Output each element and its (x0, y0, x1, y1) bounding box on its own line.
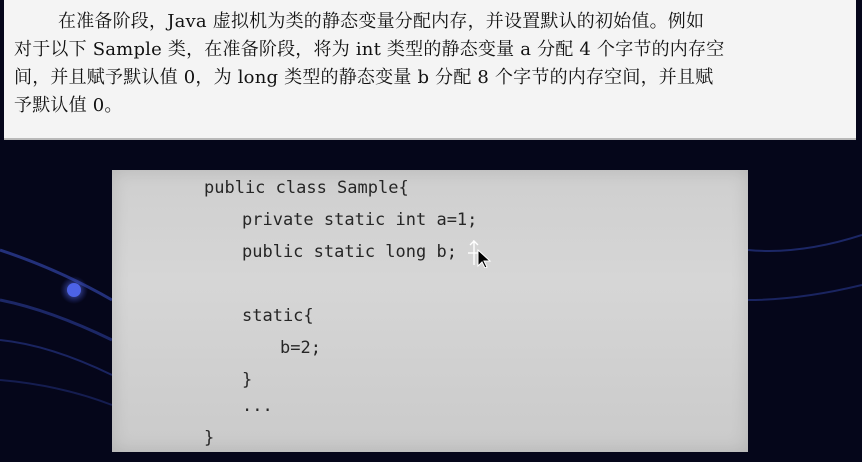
code-line: ... (242, 396, 273, 416)
code-line: public static long b; (242, 242, 457, 262)
code-line: static{ (242, 306, 314, 326)
paragraph-line: 间，并且赋予默认值 0，为 long 类型的静态变量 b 分配 8 个字节的内存空间，并且赋 (14, 67, 714, 88)
code-line: private static int a=1; (242, 210, 478, 230)
move-cursor-icon (468, 240, 494, 268)
code-line: } (242, 370, 253, 390)
paragraph-line: 对于以下 Sample 类，在准备阶段，将为 int 类型的静态变量 a 分配 4 个字节的内存空 (14, 39, 725, 60)
paragraph-line: 予默认值 0。 (14, 95, 123, 116)
paragraph-line: 在准备阶段，Java 虚拟机为类的静态变量分配内存，并设置默认的初始值。例如 (58, 11, 705, 32)
code-line: b=2; (280, 338, 321, 358)
code-line: } (204, 428, 215, 448)
code-block (112, 170, 748, 452)
code-line: public class Sample{ (204, 178, 409, 198)
text-paragraph (4, 0, 856, 140)
